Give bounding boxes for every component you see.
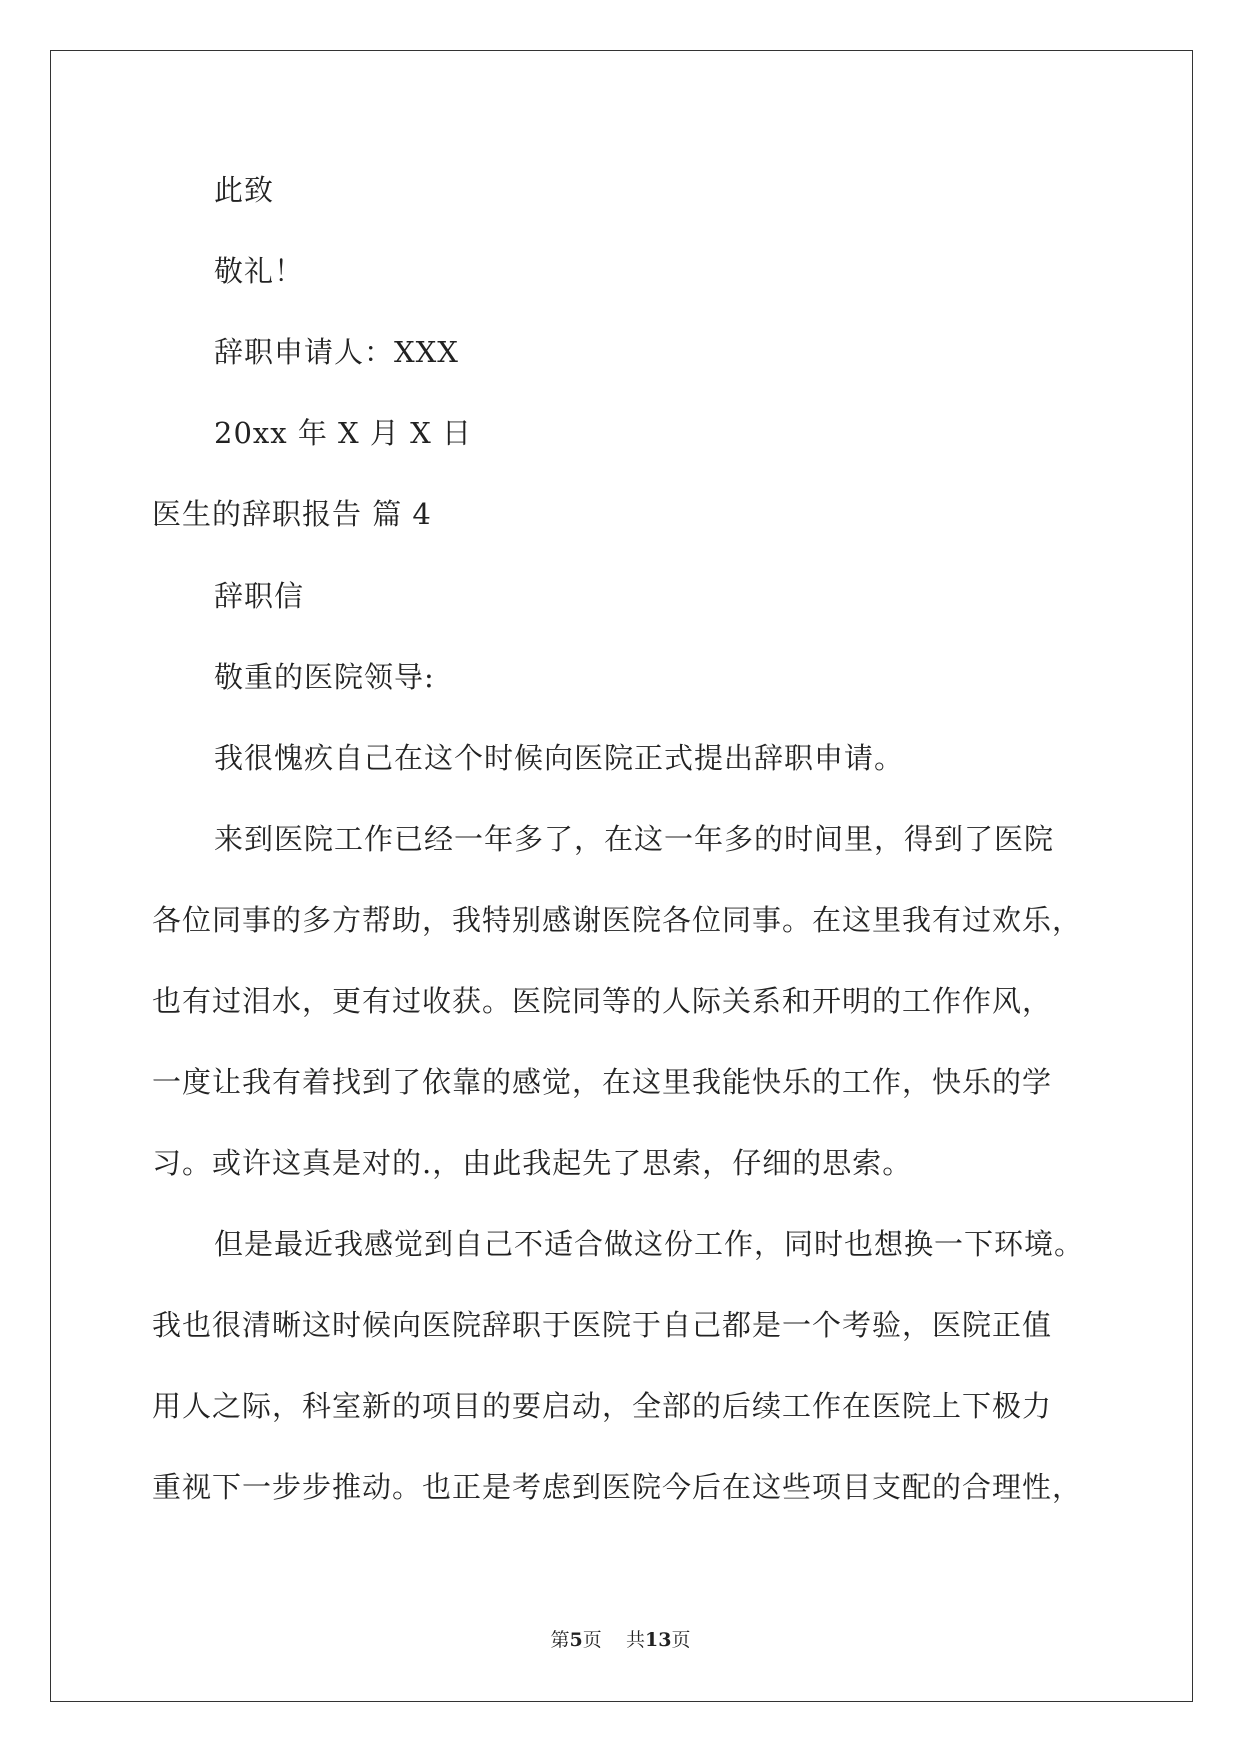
footer-total-suffix: 页	[671, 1629, 691, 1651]
footer-page-suffix: 页	[582, 1629, 602, 1651]
letter-title: 辞职信	[214, 579, 305, 613]
footer-prefix: 第	[550, 1629, 570, 1651]
paragraph-line: 重视下一步步推动。也正是考虑到医院今后在这些项目支配的合理性，	[152, 1470, 1083, 1504]
paragraph-line: 来到医院工作已经一年多了，在这一年多的时间里，得到了医院	[214, 822, 1055, 856]
paragraph-line: 各位同事的多方帮助，我特别感谢医院各位同事。在这里我有过欢乐，	[152, 903, 1083, 937]
paragraph-line: 我很愧疚自己在这个时候向医院正式提出辞职申请。	[214, 741, 905, 775]
paragraph-line: 习。或许这真是对的.，由此我起先了思索，仔细的思索。	[152, 1146, 913, 1180]
closing-regards: 敬礼！	[214, 254, 305, 288]
footer-total-prefix: 共	[625, 1629, 645, 1651]
section-heading: 医生的辞职报告 篇 4	[152, 497, 432, 531]
closing-date: 20xx 年 X 月 X 日	[214, 416, 472, 450]
paragraph-line: 用人之际，科室新的项目的要启动，全部的后续工作在医院上下极力	[152, 1389, 1053, 1423]
letter-greeting: 敬重的医院领导:	[214, 660, 435, 694]
paragraph-line: 但是最近我感觉到自己不适合做这份工作，同时也想换一下环境。	[214, 1227, 1085, 1261]
page-footer	[0, 1627, 1241, 1653]
paragraph-line: 也有过泪水，更有过收获。医院同等的人际关系和开明的工作作风，	[152, 984, 1053, 1018]
footer-total-pages: 13	[644, 1629, 672, 1651]
footer-page-number: 5	[569, 1629, 583, 1651]
page-border	[50, 50, 1193, 1702]
paragraph-line: 我也很清晰这时候向医院辞职于医院于自己都是一个考验，医院正值	[152, 1308, 1053, 1342]
closing-salutation: 此致	[214, 173, 275, 207]
paragraph-line: 一度让我有着找到了依靠的感觉，在这里我能快乐的工作，快乐的学	[152, 1065, 1053, 1099]
closing-applicant: 辞职申请人：XXX	[214, 335, 459, 369]
